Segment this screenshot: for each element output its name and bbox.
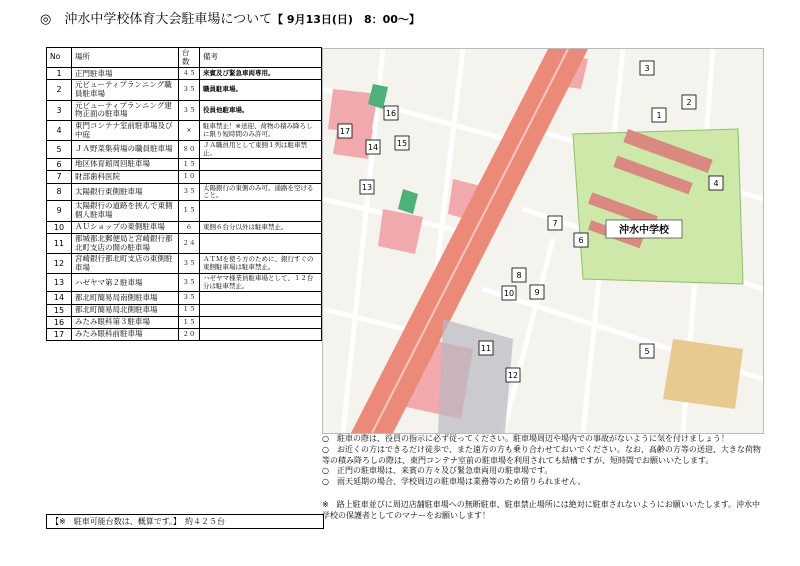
- lot-note: ＡＴＭを使う方のために、銀行すぐの東側駐車場は駐車禁止。: [200, 254, 322, 274]
- lot-name: 宮崎銀行都北町支店の東側駐車場: [72, 254, 179, 274]
- marker-label: 12: [507, 371, 519, 380]
- lot-note: ハゼヤマ様業員駐車場として、１２台分は駐車禁止。: [200, 274, 322, 292]
- note-4: ○ 雨天延期の場合、学校周辺の駐車場は業務等のため借りられません。: [322, 477, 586, 487]
- note-3: ○ 正門の駐車場は、来賓の方々及び緊急車両用の駐車場です。: [322, 466, 553, 476]
- table-row: [47, 328, 322, 340]
- lot-note: 太陽銀行の東側のみ可。通路を空けること。: [200, 183, 322, 201]
- lot-name: 地区体育館周回駐車場: [72, 159, 179, 171]
- lot-name: 財部歯科医院: [72, 171, 179, 183]
- lot-number: 11: [47, 233, 72, 253]
- lot-name: 太陽銀行の道路を挟んで東側個人駐車場: [72, 201, 179, 221]
- lot-number: 17: [47, 328, 72, 340]
- lot-number: 5: [47, 141, 72, 159]
- marker-label: 11: [480, 344, 492, 353]
- lot-note: [200, 159, 322, 171]
- school-label: 沖水中学校: [619, 225, 669, 236]
- table-row: [47, 159, 322, 171]
- lot-note: 役員他駐車場。: [200, 100, 322, 120]
- lot-marker-12: [506, 368, 520, 382]
- lot-count: ８０: [179, 141, 200, 159]
- lot-marker-7: [548, 216, 562, 230]
- table-row: [47, 316, 322, 328]
- lot-count: ４５: [179, 68, 200, 80]
- marker-label: 17: [339, 127, 351, 136]
- lot-marker-16: [384, 106, 398, 120]
- lot-number: 2: [47, 80, 72, 100]
- lot-note: [200, 304, 322, 316]
- note-1: ○ 駐車の際は、役員の指示に必ず従ってください。駐車場周辺や場内での事故がないように気を付けましょう！: [322, 434, 729, 443]
- lot-marker-15: [395, 136, 409, 150]
- note-2: ○ お近くの方はできるだけ徒歩で、また遠方の方も乗り合わせておいでください。なお、高齢の方等の送迎、大きな荷物等の積み降ろしの際は、東門コンテナ室前の駐車場を利用されても結構ですが、短時間でお願いいたします。: [322, 444, 761, 465]
- table-row: [47, 304, 322, 316]
- parking-map: [322, 48, 764, 434]
- table-row: [47, 201, 322, 221]
- table-row: [47, 292, 322, 304]
- lot-number: 6: [47, 159, 72, 171]
- lot-note: [200, 316, 322, 328]
- header-no: No: [47, 48, 72, 68]
- table-row: [47, 274, 322, 292]
- lot-number: 10: [47, 221, 72, 233]
- lot-number: 13: [47, 274, 72, 292]
- table-row: [47, 233, 322, 253]
- lot-number: 3: [47, 100, 72, 120]
- lot-marker-10: [502, 286, 516, 300]
- lot-marker-1: [652, 108, 666, 122]
- table-row: [47, 100, 322, 120]
- parking-lot-area: [438, 319, 513, 433]
- ja-buildings: [663, 339, 743, 409]
- lot-number: 12: [47, 254, 72, 274]
- event-date: 【 9月13日(日) 8：00～】: [272, 13, 420, 26]
- lot-name: 都北町簡易局北側駐車場: [72, 304, 179, 316]
- lot-count: ３５: [179, 183, 200, 201]
- table-row: [47, 80, 322, 100]
- lot-name: みたみ眼科第３駐車場: [72, 316, 179, 328]
- table-row: [47, 221, 322, 233]
- note-warning: ※ 路上駐車並びに周辺店舗駐車場への無断駐車、駐車禁止場所には絶対に駐車されないようにお願いいたします。沖水中学校の保護者としてのマナーをお願いします！: [322, 499, 761, 520]
- marker-label: 8: [516, 271, 522, 280]
- lot-count: ３５: [179, 100, 200, 120]
- lot-note: [200, 233, 322, 253]
- lot-number: 8: [47, 183, 72, 201]
- header-note: 備考: [200, 48, 322, 68]
- lot-marker-5: [640, 344, 654, 358]
- lot-count: ３５: [179, 80, 200, 100]
- lot-marker-11: [479, 341, 493, 355]
- table-row: [47, 120, 322, 140]
- lot-note: ＪＡ職員用として東側１列は駐車禁止。: [200, 141, 322, 159]
- lot-note: 東側６台分以外は駐車禁止。: [200, 221, 322, 233]
- marker-label: 9: [534, 288, 540, 297]
- lot-note: 職員駐車場。: [200, 80, 322, 100]
- marker-label: 2: [686, 98, 692, 107]
- table-row: [47, 254, 322, 274]
- lot-number: 4: [47, 120, 72, 140]
- marker-label: 5: [644, 347, 650, 356]
- lot-note: [200, 292, 322, 304]
- lot-number: 7: [47, 171, 72, 183]
- lot-count: ３５: [179, 254, 200, 274]
- table-header-row: [47, 48, 322, 68]
- lot-note: 来賓及び緊急車両専用。: [200, 68, 322, 80]
- lot-count: １０: [179, 171, 200, 183]
- lot-marker-14: [366, 140, 380, 154]
- page-title: [40, 8, 420, 27]
- table-row: [47, 141, 322, 159]
- lot-note: [200, 328, 322, 340]
- lot-name: 太陽銀行東側駐車場: [72, 183, 179, 201]
- lot-count: １５: [179, 304, 200, 316]
- lot-marker-3: [640, 61, 654, 75]
- lot-count: １５: [179, 201, 200, 221]
- title-text: ◎ 沖水中学校体育大会駐車場について: [40, 12, 273, 27]
- lot-count: ６: [179, 221, 200, 233]
- lot-name: 都城都北郵便局と宮崎銀行都北町支店の間の駐車場: [72, 233, 179, 253]
- marker-label: 14: [367, 143, 379, 152]
- marker-label: 13: [361, 183, 373, 192]
- table-row: [47, 171, 322, 183]
- lot-name: ＪＡ野菜集荷場の職員駐車場: [72, 141, 179, 159]
- lot-count: １５: [179, 159, 200, 171]
- header-count: 台数: [179, 48, 200, 68]
- marker-label: 3: [644, 64, 650, 73]
- lot-number: 1: [47, 68, 72, 80]
- lot-marker-4: [709, 176, 723, 190]
- lot-name: 都北町簡易局南側駐車場: [72, 292, 179, 304]
- lot-count: １５: [179, 316, 200, 328]
- lot-marker-6: [574, 233, 588, 247]
- marker-label: 7: [552, 219, 558, 228]
- marker-label: 10: [503, 289, 515, 298]
- header-place: 場所: [72, 48, 179, 68]
- lot-marker-13: [360, 180, 374, 194]
- total-capacity: 【※ 駐車可能台数は、概算です。】 約４２５台: [46, 514, 324, 529]
- parking-table: [46, 47, 322, 341]
- lot-count: ３５: [179, 292, 200, 304]
- lot-number: 15: [47, 304, 72, 316]
- lot-note: [200, 171, 322, 183]
- lot-number: 9: [47, 201, 72, 221]
- lot-name: 元ビューティプランニング職員駐車場: [72, 80, 179, 100]
- lot-count: ３５: [179, 274, 200, 292]
- lot-marker-9: [530, 285, 544, 299]
- lot-marker-17: [338, 124, 352, 138]
- lot-name: みたみ眼科前駐車場: [72, 328, 179, 340]
- notes-section: [322, 434, 762, 522]
- map-canvas: [323, 49, 763, 433]
- marker-label: 4: [713, 179, 719, 188]
- lot-number: 14: [47, 292, 72, 304]
- lot-marker-8: [512, 268, 526, 282]
- marker-label: 1: [656, 111, 662, 120]
- table-row: [47, 68, 322, 80]
- lot-name: 正門駐車場: [72, 68, 179, 80]
- lot-note: [200, 201, 322, 221]
- lot-marker-2: [682, 95, 696, 109]
- lot-name: ハゼヤマ第２駐車場: [72, 274, 179, 292]
- marker-label: 6: [578, 236, 584, 245]
- marker-label: 15: [396, 139, 408, 148]
- lot-name: 元ビューティプランニング建物正面の駐車場: [72, 100, 179, 120]
- lot-note: 駐車禁止！※送迎、荷物の積み降ろしに限り短時間のみ許可。: [200, 120, 322, 140]
- lot-name: ＡＵショップの東側駐車場: [72, 221, 179, 233]
- lot-name: 東門コンテナ室前駐車場及び中庭: [72, 120, 179, 140]
- lot-count: ×: [179, 120, 200, 140]
- lot-count: ２４: [179, 233, 200, 253]
- lot-number: 16: [47, 316, 72, 328]
- marker-label: 16: [385, 109, 397, 118]
- table-row: [47, 183, 322, 201]
- lot-count: ２０: [179, 328, 200, 340]
